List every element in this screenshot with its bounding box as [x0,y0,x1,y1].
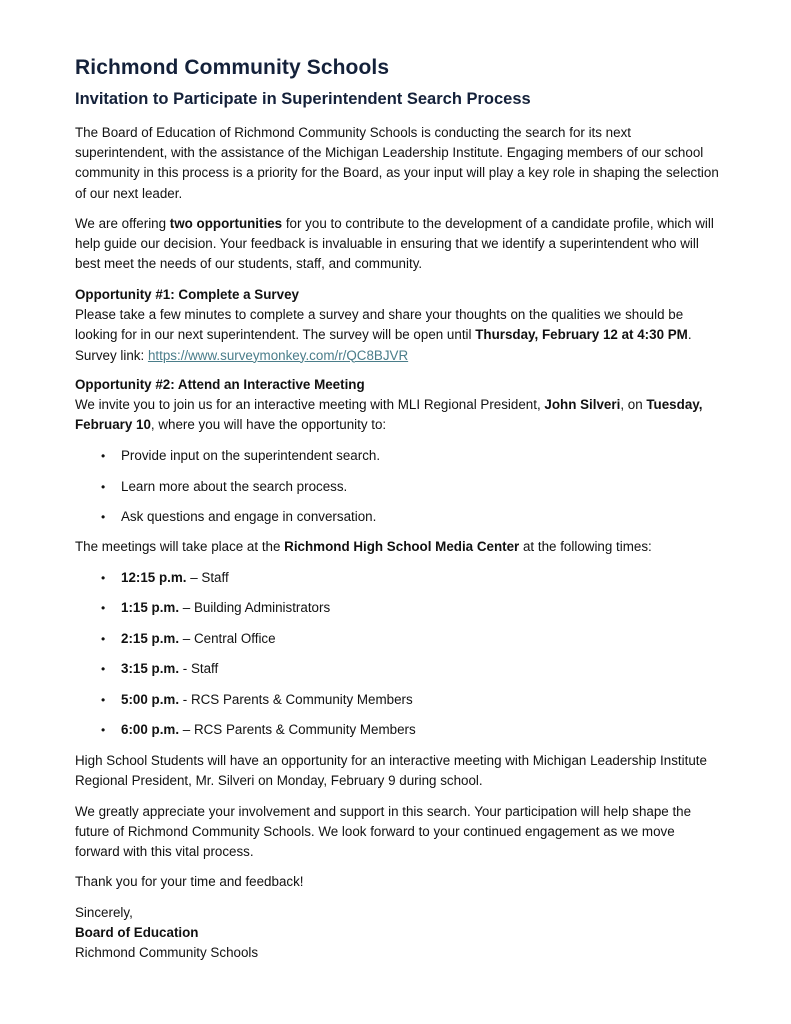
sign-off: Sincerely, [75,905,133,920]
opportunity-1-heading: Opportunity #1: Complete a Survey [75,287,299,302]
meeting-time: 3:15 p.m. [121,661,180,676]
students-paragraph [75,751,723,791]
intro-text-2: We are offering two opportunities for you to contribute to the development of a candidate profile, which will help guide our decision. Your feedback is invaluable in ensuring that we identify a superintendent who will best meet the needs of our students, staff, and community. [75,216,714,272]
intro-paragraph-2 [75,214,723,275]
bullet-icon: • [101,510,106,524]
meeting-date: Tuesday, February 10 [75,397,703,433]
bullet-icon: • [101,662,106,676]
bullet-icon: • [101,693,106,707]
thanks-paragraph [75,872,723,892]
meeting-time: 12:15 p.m. [121,570,187,585]
signer-name: Board of Education [75,925,199,941]
page-title: Richmond Community Schools [75,56,390,79]
meeting-location: Richmond High School Media Center [284,539,520,554]
opportunity-2-heading: Opportunity #2: Attend an Interactive Meeting [75,377,365,392]
president-name: John Silveri [544,397,621,413]
bullet-icon: • [101,480,106,494]
bullet-icon: • [101,449,106,463]
survey-deadline: Thursday, February 12 at 4:30 PM [475,327,688,343]
meetings-intro-text: The meetings will take place at the Richmond High School Media Center at the following times: [75,539,652,554]
thanks-text: Thank you for your time and feedback! [75,874,304,889]
meeting-time: 1:15 p.m. [121,600,180,615]
letter-page: Richmond Community Schools Invitation to Participate in Superintendent Search Process The Board of Education of Richmond Community Schools is conducting the search for its next superintendent, with the assistance of the Michigan Leadership Institute. Engaging members of our school community in this process is a priority for the Board, as your input will play a key role in shaping the selection of our next leader. We are offering two opportunities for you to contribute to the development of a candidate profile, which will help guide our decision. Your feedback is invaluable in ensuring that we identify a superintendent who will best meet the needs of our students, staff, and community. Opportunity #1: Complete a Survey Please take a few minutes to complete a survey and share your thoughts on the qualities we should be looking for in our next superintendent. The survey will be open until Thursday, February 12 at 4:30 PM. Survey link: https://www.surveymonkey.com/r/QC8BJVR Opportunity #2: Attend an Interactive Meeting We invite you to join us for an interactive meeting with MLI Regional President, John Silveri, on Tuesday, February 10, where you will have the opportunity to: • Provide input on the superintendent search. • Learn more about the search process. • Ask questions and engage in conversation. The meetings will take place at the Richmond High School Media Center at the following times: • 12:15 p.m. – Staff • 1:15 p.m. – Building Administrators • 2:15 p.m. – Central Office • 3:15 p.m. - Staff • 5:00 p.m. - RCS Parents & Community Members • 6:00 p.m. – RCS Parents & Community Members High School Students will have an opportunity for an interactive meeting with Michigan Leadership Institute Regional President, Mr. Silveri on Monday, February 9 during school. We greatly appreciate your involvement and support in this search. Your participation will help shape the future of Richmond Community Schools. We look forward to your continued engagement as we move forward with this vital process. Thank you for your time and feedback! Sincerely, Board of Education Richmond Community Schools [0,0,791,1024]
opportunity-2-section [75,375,723,436]
signer-organization: Richmond Community Schools [75,945,259,961]
survey-link-label: Survey link: [75,347,148,363]
meeting-time: 2:15 p.m. [121,631,180,646]
opportunity-1-text: Please take a few minutes to complete a survey and share your thoughts on the qualities we should be looking for in our next superintendent. The survey will be open until Thursday, February 12 at 4:30 PM. Survey link: https://www.surveymonkey.com/r/QC8BJVR [75,307,692,363]
appreciation-paragraph [75,802,723,863]
meeting-time: 5:00 p.m. [121,692,180,707]
meetings-intro [75,537,723,557]
survey-link[interactable]: https://www.surveymonkey.com/r/QC8BJVR [147,347,409,363]
bullet-icon: • [101,571,106,585]
opportunity-2-text: We invite you to join us for an interactive meeting with MLI Regional President, John Silveri, on Tuesday, February 10, where you will have the opportunity to: [75,397,703,433]
opportunity-1-section [75,285,723,366]
bullet-icon: • [101,723,106,737]
intro-text-1: The Board of Education of Richmond Community Schools is conducting the search for its next superintendent, with the assistance of the Michigan Leadership Institute. Engaging members of our school community in this process is a priority for the Board, as your input will play a key role in shaping the selection of our next leader. [75,125,719,201]
signature-block [75,903,723,964]
two-opportunities-emphasis: two opportunities [169,216,283,231]
intro-paragraph-1 [75,123,723,204]
students-text: High School Students will have an opportunity for an interactive meeting with Michigan Leadership Institute Regional President, Mr. Silveri on Monday, February 9 during school. [75,753,707,789]
bullet-icon: • [101,632,106,646]
meeting-time: 6:00 p.m. [121,722,180,737]
appreciation-text: We greatly appreciate your involvement and support in this search. Your participation will help shape the future of Richmond Community Schools. We look forward to your continued engagement as we move forward with this vital process. [75,804,692,860]
page-subtitle: Invitation to Participate in Superintendent Search Process [75,90,531,108]
bullet-icon: • [101,601,106,615]
